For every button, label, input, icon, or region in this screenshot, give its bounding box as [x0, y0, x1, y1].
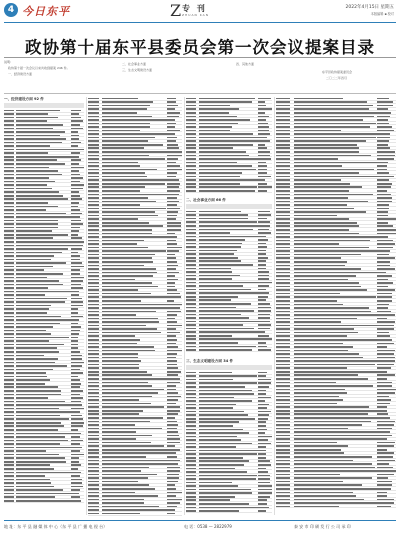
footer-rule: [4, 520, 396, 521]
intro-block: [4, 60, 396, 90]
table-row: [186, 348, 272, 352]
section-header-ecology: 三、生态文明建设方面 34 件: [186, 359, 234, 363]
paper-logo: 今日东平: [22, 5, 70, 18]
footer-printer: 泰 安 市 印 刷 发 行 公 司 承 印: [294, 524, 351, 529]
headline-rule: [4, 57, 396, 58]
table-rows: [276, 97, 396, 508]
table-header: [186, 365, 272, 370]
table-rows: [88, 97, 182, 516]
section-header-social: 二、社会事业方面 66 件: [186, 198, 226, 202]
column-divider: [184, 97, 185, 515]
section-letter: Z: [170, 1, 182, 20]
intro-line-2: 一、经济建设方面: [8, 72, 33, 76]
issue-date: 2022年4月15日 星期五: [345, 5, 394, 10]
table-rows: [186, 371, 272, 513]
section-header-economic: 一、经济建设方面 92 件: [4, 97, 44, 101]
table-row: [186, 509, 272, 513]
intro-rule: [4, 93, 396, 94]
table-row: [186, 189, 272, 193]
column-1: [4, 97, 84, 515]
section-pinyin: ZHUAN KAN: [182, 13, 209, 17]
issue-info: 本版编辑 ▪ 校对: [370, 12, 394, 16]
table-header: [186, 204, 272, 209]
table-row: [88, 512, 182, 516]
table-rows: [4, 109, 84, 503]
page-headline: 政协第十届东平县委员会第一次会议提案目录: [25, 38, 375, 57]
page-number-badge: 4: [4, 3, 18, 17]
footer: [4, 524, 396, 534]
intro-line-1: 政协第十届一次会议以来共收到提案 246 件。: [8, 66, 70, 70]
section-title: 专 刊: [182, 4, 207, 13]
column-3: [186, 97, 272, 515]
table-rows: [186, 210, 272, 352]
column-divider: [274, 97, 275, 515]
table-header: [4, 103, 84, 108]
intro-line-3: 二、社会事业方面: [122, 62, 147, 66]
intro-signature-1: 东平县政协提案委员会: [322, 70, 353, 74]
intro-label: 说明：: [4, 60, 14, 64]
intro-line-5: 四、其他方面: [236, 62, 255, 66]
table-row: [276, 505, 396, 509]
footer-address: 地 址：东 平 县 融 媒 体 中 心（东 平 县 广 播 电 视 台）: [4, 524, 108, 529]
column-divider: [86, 97, 87, 515]
table-row: [4, 499, 84, 503]
footer-phone: 电 话：0538 — 2822979: [184, 524, 232, 529]
table-rows: [186, 97, 272, 193]
column-4: [276, 97, 396, 515]
intro-signature-2: 二〇二二年四月: [326, 76, 348, 80]
masthead-rule: [4, 22, 396, 23]
column-2: [88, 97, 182, 515]
intro-line-4: 三、生态文明建设方面: [122, 68, 153, 72]
